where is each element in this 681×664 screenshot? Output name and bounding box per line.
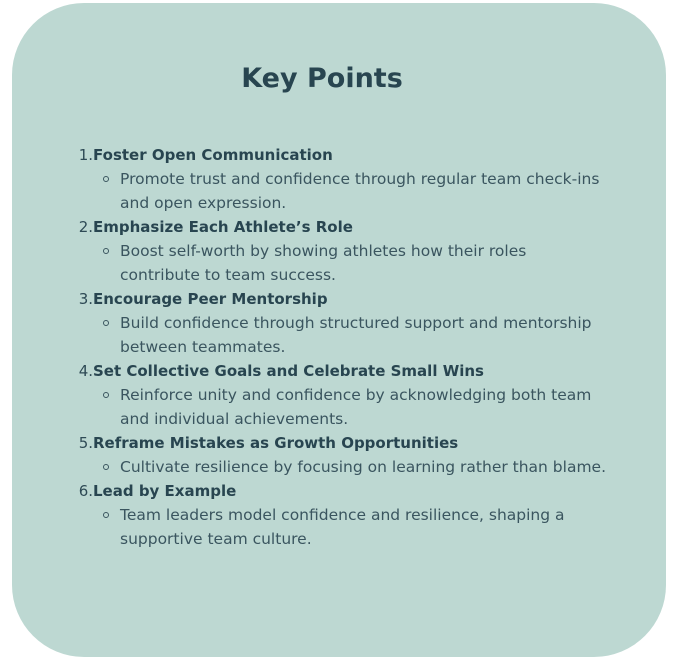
item-heading: Encourage Peer Mentorship	[93, 290, 328, 308]
bullet-icon	[103, 392, 109, 398]
item-detail-text: Team leaders model confidence and resilience, shaping a supportive team culture.	[120, 506, 565, 548]
item-number: 4.	[78, 362, 93, 380]
item-heading: Foster Open Communication	[93, 146, 333, 164]
key-points-list	[74, 143, 614, 551]
item-heading: Emphasize Each Athlete’s Role	[93, 218, 353, 236]
item-detail-text: Cultivate resilience by focusing on learning rather than blame.	[120, 458, 607, 476]
item-number: 6.	[78, 482, 93, 500]
bullet-icon	[103, 248, 109, 254]
item-detail-text: Boost self-worth by showing athletes how their roles contribute to team success.	[120, 242, 527, 284]
item-heading: Reframe Mistakes as Growth Opportunities	[93, 434, 459, 452]
item-detail	[74, 383, 608, 431]
bullet-icon	[103, 512, 109, 518]
item-detail-text: Reinforce unity and confidence by acknowledging both team and individual achievements.	[120, 386, 592, 428]
item-detail	[74, 167, 608, 215]
item-detail	[74, 311, 608, 359]
card-title: Key Points	[241, 63, 403, 94]
bullet-icon	[103, 176, 109, 182]
item-number: 3.	[78, 290, 93, 308]
item-number: 5.	[78, 434, 93, 452]
list-item	[74, 431, 614, 479]
bullet-icon	[103, 464, 109, 470]
item-number: 2.	[78, 218, 93, 236]
list-item	[74, 143, 614, 215]
item-detail	[74, 239, 608, 287]
bullet-icon	[103, 320, 109, 326]
item-detail-text: Promote trust and confidence through regular team check-ins and open expression.	[120, 170, 600, 212]
item-detail	[74, 503, 608, 551]
item-detail-text: Build confidence through structured support and mentorship between teammates.	[120, 314, 592, 356]
item-number: 1.	[78, 146, 93, 164]
item-heading: Lead by Example	[93, 482, 237, 500]
item-detail	[74, 455, 608, 479]
key-points-card	[12, 3, 666, 657]
list-item	[74, 479, 614, 551]
item-heading: Set Collective Goals and Celebrate Small Wins	[93, 362, 484, 380]
list-item	[74, 215, 614, 287]
list-item	[74, 287, 614, 359]
list-item	[74, 359, 614, 431]
